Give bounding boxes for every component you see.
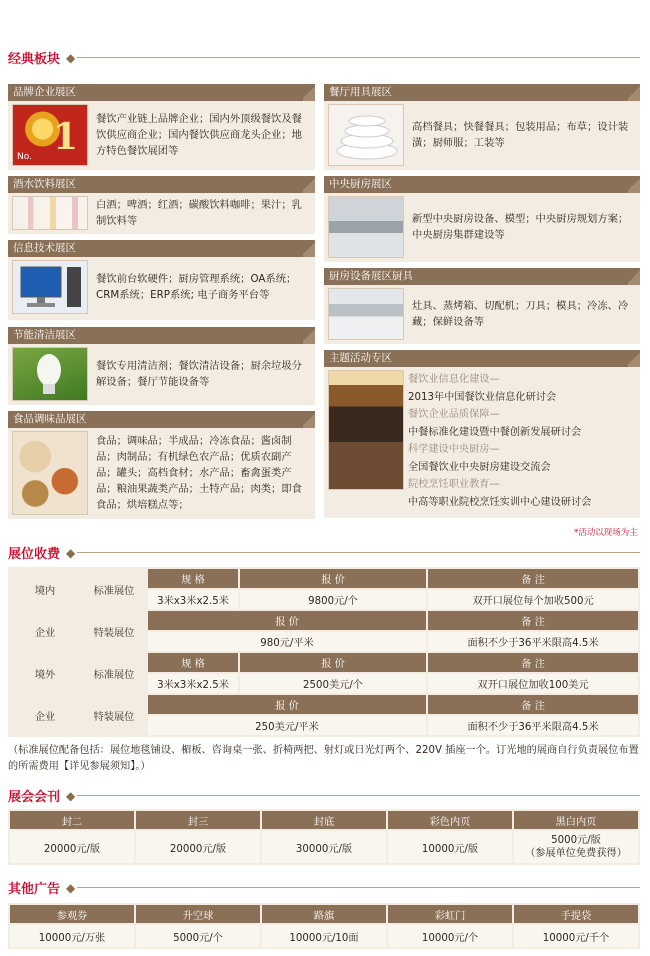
journal-table [8, 809, 640, 865]
svg-text:1: 1 [53, 116, 79, 158]
section-title-classic: 经典板块 ◆ [8, 48, 640, 67]
arrow-icon: ◆ [66, 880, 76, 895]
journal-value-bw: 5000元/版 （参展单位免费获得） [514, 831, 638, 863]
journal-header: 封三 [136, 811, 260, 829]
journal-value: 30000元/版 [262, 831, 386, 863]
label-standard: 标准展位 [82, 569, 146, 609]
col-spec: 规 格 [148, 653, 238, 672]
label-domestic: 境内 [10, 569, 80, 609]
journal-header: 封二 [10, 811, 134, 829]
label-special: 特装展位 [82, 611, 146, 651]
cell-note: 面积不少于36平米限高4.5米 [428, 632, 638, 651]
ads-value: 10000元/个 [388, 925, 512, 947]
label-standard: 标准展位 [82, 653, 146, 693]
zone-tableware: 餐厅用具展区 高档餐具；快餐餐具；包装用品；布草；设计装潢；厨师服；工装等 [324, 84, 640, 170]
ads-header: 参观券 [10, 905, 134, 923]
cell-note: 面积不少于36平米限高4.5米 [428, 716, 638, 735]
food-sacks-image [12, 431, 88, 515]
zone-title: 酒水饮料展区 [8, 176, 315, 193]
zone-title: 品牌企业展区 [8, 84, 315, 101]
ads-value: 10000元/千个 [514, 925, 638, 947]
zone-equipment: 厨房设备展区厨具 灶具、蒸烤箱、切配机；刀具；模具；冷冻、冷藏；保鲜设备等 [324, 268, 640, 344]
col-note: 备 注 [428, 611, 638, 630]
arrow-icon: ◆ [66, 545, 76, 560]
zone-theme [324, 350, 640, 518]
zone-title: 食品调味品展区 [8, 411, 315, 428]
divider [77, 887, 640, 888]
plates-image [328, 104, 404, 166]
energy-bulb-image [12, 347, 88, 401]
arrow-icon: ◆ [66, 50, 76, 65]
equipment-image [328, 288, 404, 340]
zone-brand: 品牌企业展区 1 No. 餐饮产业链上品牌企业；国内外顶级餐饮及餐饮供应商企业；国内餐饮供应商龙头企业；地方特色餐饮展团等 [8, 84, 315, 170]
zone-title: 餐厅用具展区 [324, 84, 640, 101]
zone-title: 节能清洁展区 [8, 327, 315, 344]
cell-price: 250美元/平米 [148, 716, 426, 735]
col-price: 报 价 [148, 611, 426, 630]
cell-price: 2500美元/个 [240, 674, 426, 693]
zone-title: 中央厨房展区 [324, 176, 640, 193]
journal-header: 封底 [262, 811, 386, 829]
journal-value: 20000元/版 [10, 831, 134, 863]
label-enterprise: 企业 [10, 695, 80, 735]
zone-clean: 节能清洁展区 餐饮专用清洁剂；餐饮清洁设备；厨余垃圾分解设备；餐厅节能设备等 [8, 327, 315, 405]
divider [77, 552, 640, 553]
cell-spec: 3米x3米x2.5米 [148, 674, 238, 693]
col-price: 报 价 [148, 695, 426, 714]
zone-title: 厨房设备展区厨具 [324, 268, 640, 285]
cell-note: 双开口展位每个加收500元 [428, 590, 638, 609]
arrow-icon: ◆ [66, 788, 76, 803]
zone-title: 主题活动专区 [324, 350, 640, 367]
section-title-journal: 展会会刊 ◆ [8, 786, 640, 805]
col-price: 报 价 [240, 653, 426, 672]
theme-lines: 餐饮业信息化建设— 2013年中国餐饮业信息化研讨会 餐饮企业品质保障— 中餐标准化建设暨中餐创新发展研讨会 科学建设中央厨房— 全国餐饮业中央厨房建设交流会 院校烹饪职业教育— 中高等职业院校烹饪实训中心建设研讨会 [408, 374, 592, 508]
journal-header: 黑白内页 [514, 811, 638, 829]
section-title-other-ads: 其他广告 ◆ [8, 878, 640, 897]
col-note: 备 注 [428, 569, 638, 588]
col-note: 备 注 [428, 695, 638, 714]
ads-value: 5000元/个 [136, 925, 260, 947]
cell-price: 9800元/个 [240, 590, 426, 609]
divider [77, 57, 640, 58]
activity-note: *活动以现场为主 [574, 528, 638, 538]
ads-header: 路旗 [262, 905, 386, 923]
cell-note: 双开口展位加收100美元 [428, 674, 638, 693]
zone-wine: 酒水饮料展区 白酒；啤酒；红酒；碳酸饮料咖啡；果汁；乳制饮料等 [8, 176, 315, 234]
booth-remark: （标准展位配备包括：展位地毯铺设、楣板、咨询桌一张、折椅两把、射灯或日光灯两个、220V 插座一个。订光地的展商自行负责展位布置的所需费用【详见参展须知】。） [8, 745, 639, 772]
wine-glasses-image [12, 196, 88, 230]
ads-value: 10000元/万张 [10, 925, 134, 947]
kitchen-image [328, 196, 404, 258]
label-foreign: 境外 [10, 653, 80, 693]
cell-price: 980元/平米 [148, 632, 426, 651]
zone-food: 食品调味品展区 食品；调味品；半成品；冷冻食品；酱卤制品；肉制品；有机绿色农产品；优质农副产品；罐头；高档食材；水产品；畜禽蛋类产品；粮油果蔬类产品；土特产品；肉类；即食食品；烘培糕点等； [8, 411, 315, 519]
label-special: 特装展位 [82, 695, 146, 735]
ads-header: 彩虹门 [388, 905, 512, 923]
cell-spec: 3米x3米x2.5米 [148, 590, 238, 609]
divider [77, 795, 640, 796]
booth-price-table [8, 567, 640, 737]
zone-it: 信息技术展区 餐饮前台软硬件；厨房管理系统；OA系统；CRM系统；ERP系统; 电子商务平台等 [8, 240, 315, 320]
label-enterprise: 企业 [10, 611, 80, 651]
journal-value: 10000元/版 [388, 831, 512, 863]
ads-header: 手提袋 [514, 905, 638, 923]
conference-image [328, 370, 404, 490]
col-price: 报 价 [240, 569, 426, 588]
svg-text:No.: No. [17, 152, 32, 162]
computer-image [12, 260, 88, 314]
section-title-booth-fee: 展位收费 ◆ [8, 543, 640, 562]
zone-title: 信息技术展区 [8, 240, 315, 257]
ads-header: 升空球 [136, 905, 260, 923]
trophy-image [12, 104, 88, 166]
zone-kitchen: 中央厨房展区 新型中央厨房设备、模型；中央厨房规划方案；中央厨房集群建设等 [324, 176, 640, 262]
journal-header: 彩色内页 [388, 811, 512, 829]
ads-table [8, 903, 640, 949]
journal-value: 20000元/版 [136, 831, 260, 863]
ads-value: 10000元/10面 [262, 925, 386, 947]
col-spec: 规 格 [148, 569, 238, 588]
col-note: 备 注 [428, 653, 638, 672]
